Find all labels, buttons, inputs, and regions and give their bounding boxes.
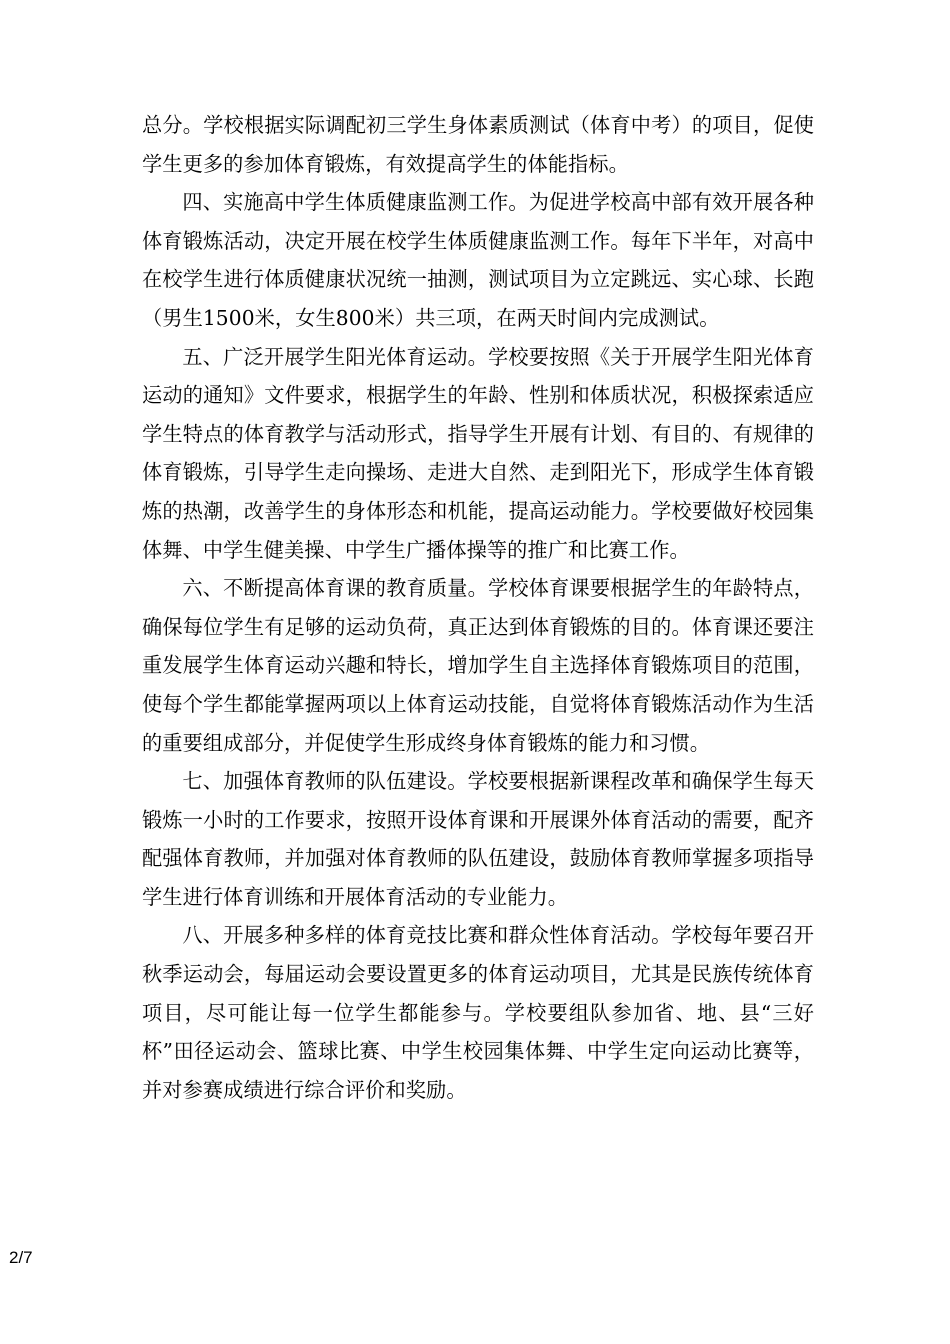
paragraph-section-6: 六、不断提高体育课的教育质量。学校体育课要根据学生的年龄特点，确保每位学生有足够的运动负荷，真正达到体育锻炼的目的。体育课还要注重发展学生体育运动兴趣和特长，增加学生自主选择体育锻炼项目的范围，使每个学生都能掌握两项以上体育运动技能，自觉将体育锻炼活动作为生活的重要组成部分，并促使学生形成终身体育锻炼的能力和习惯。 <box>142 576 814 755</box>
paragraph-section-7: 七、加强体育教师的队伍建设。学校要根据新课程改革和确保学生每天锻炼一小时的工作要求，按照开设体育课和开展课外体育活动的需要，配齐配强体育教师，并加强对体育教师的队伍建设，鼓励体育教师掌握多项指导学生进行体育训练和开展体育活动的专业能力。 <box>142 769 814 909</box>
page-number: 2/7 <box>9 1248 33 1267</box>
paragraph-section-4: 四、实施高中学生体质健康监测工作。为促进学校高中部有效开展各种体育锻炼活动，决定开展在校学生体质健康监测工作。每年下半年，对高中在校学生进行体质健康状况统一抽测，测试项目为立定跳远、实心球、长跑（男生1500米，女生800米）共三项，在两天时间内完成测试。 <box>142 190 814 330</box>
paragraph-section-8: 八、开展多种多样的体育竞技比赛和群众性体育活动。学校每年要召开秋季运动会，每届运动会要设置更多的体育运动项目，尤其是民族传统体育项目，尽可能让每一位学生都能参与。学校要组队参加省、地、县“三好杯”田径运动会、篮球比赛、中学生校园集体舞、中学生定向运动比赛等，并对参赛成绩进行综合评价和奖励。 <box>142 923 814 1102</box>
paragraph-continuation: 总分。学校根据实际调配初三学生身体素质测试（体育中考）的项目，促使学生更多的参加体育锻炼，有效提高学生的体能指标。 <box>142 113 814 176</box>
document-body <box>142 106 814 1109</box>
paragraph-section-5: 五、广泛开展学生阳光体育运动。学校要按照《关于开展学生阳光体育运动的通知》文件要求，根据学生的年龄、性别和体质状况，积极探索适应学生特点的体育教学与活动形式，指导学生开展有计划、有目的、有规律的体育锻炼，引导学生走向操场、走进大自然、走到阳光下，形成学生体育锻炼的热潮，改善学生的身体形态和机能，提高运动能力。学校要做好校园集体舞、中学生健美操、中学生广播体操等的推广和比赛工作。 <box>142 344 814 562</box>
